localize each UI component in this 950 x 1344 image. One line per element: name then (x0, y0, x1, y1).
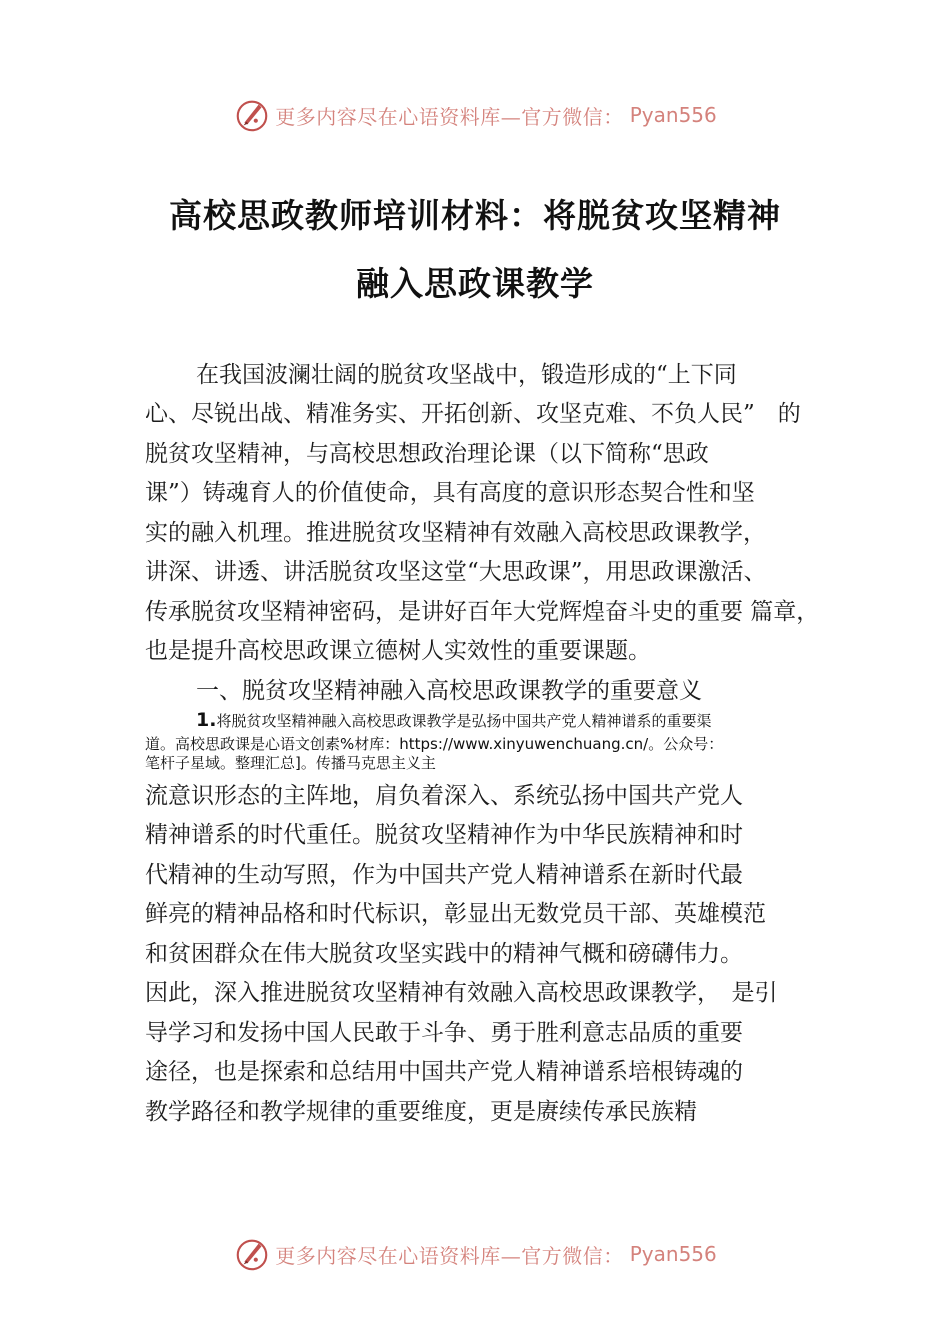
paragraph-line: 导学习和发扬中国人民敢于斗争、勇于胜利意志品质的重要 (145, 1020, 743, 1046)
paragraph-line: 课”）铸魂育人的价值使命，具有高度的意识形态契合性和坚 (145, 480, 755, 506)
header-banner (0, 93, 950, 137)
wechat-id: Pyan556 (629, 103, 717, 127)
document-title-line1: 高校思政教师培训材料：将脱贫攻坚精神 (169, 196, 781, 235)
wechat-id: Pyan556 (629, 1242, 717, 1266)
point-line (196, 709, 712, 731)
paragraph-line: 因此，深入推进脱贫攻坚精神有效融入高校思政课教学， 是引 (145, 980, 778, 1006)
paragraph-line: 代精神的生动写照，作为中国共产党人精神谱系在新时代最 (145, 862, 743, 888)
point-line: 笔杆子星域。整理汇总]。传播马克思主义主 (145, 754, 436, 772)
paragraph-line: 实的融入机理。推进脱贫攻坚精神有效融入高校思政课教学， (145, 520, 766, 546)
point-text: 将脱贫攻坚精神融入高校思政课教学是弘扬中国共产党人精神谱系的重要渠 (216, 712, 712, 730)
brand-logo-icon (233, 1235, 271, 1273)
document-title-line2: 融入思政课教学 (356, 264, 594, 303)
paragraph-line: 精神谱系的时代重任。脱贫攻坚精神作为中华民族精神和时 (145, 822, 743, 848)
point-number: 1. (196, 709, 217, 731)
banner-text: 更多内容尽在心语资料库—官方微信： (275, 104, 624, 129)
paragraph-line: 在我国波澜壮阔的脱贫攻坚战中，锻造形成的“上下同 (196, 362, 737, 388)
paragraph-line: 鲜亮的精神品格和时代标识，彰显出无数党员干部、英雄模范 (145, 901, 766, 927)
point-line: 道。高校思政课是心语文创素%材库：https://www.xinyuwenchuang.cn/。公众号： (145, 735, 724, 753)
paragraph-line: 流意识形态的主阵地，肩负着深入、系统弘扬中国共产党人 (145, 783, 743, 809)
brand-logo-icon (233, 96, 271, 134)
paragraph-line: 教学路径和教学规律的重要维度，更是赓续传承民族精 (145, 1099, 697, 1125)
paragraph-line: 和贫困群众在伟大脱贫攻坚实践中的精神气概和磅礴伟力。 (145, 941, 743, 967)
paragraph-line: 传承脱贫攻坚精神密码，是讲好百年大党辉煌奋斗史的重要 篇章， (145, 599, 820, 625)
paragraph-line: 心、尽锐出战、精准务实、开拓创新、攻坚克难、不负人民” 的 (145, 401, 801, 427)
banner-text: 更多内容尽在心语资料库—官方微信： (275, 1243, 624, 1268)
paragraph-line: 也是提升高校思政课立德树人实效性的重要课题。 (145, 638, 651, 664)
paragraph-line: 脱贫攻坚精神，与高校思想政治理论课（以下简称“思政 (145, 441, 709, 467)
footer-banner (0, 1232, 950, 1276)
paragraph-line: 讲深、讲透、讲活脱贫攻坚这堂“大思政课”，用思政课激活、 (145, 559, 767, 585)
section-heading: 一、脱贫攻坚精神融入高校思政课教学的重要意义 (196, 678, 702, 704)
paragraph-line: 途径，也是探索和总结用中国共产党人精神谱系培根铸魂的 (145, 1059, 743, 1085)
